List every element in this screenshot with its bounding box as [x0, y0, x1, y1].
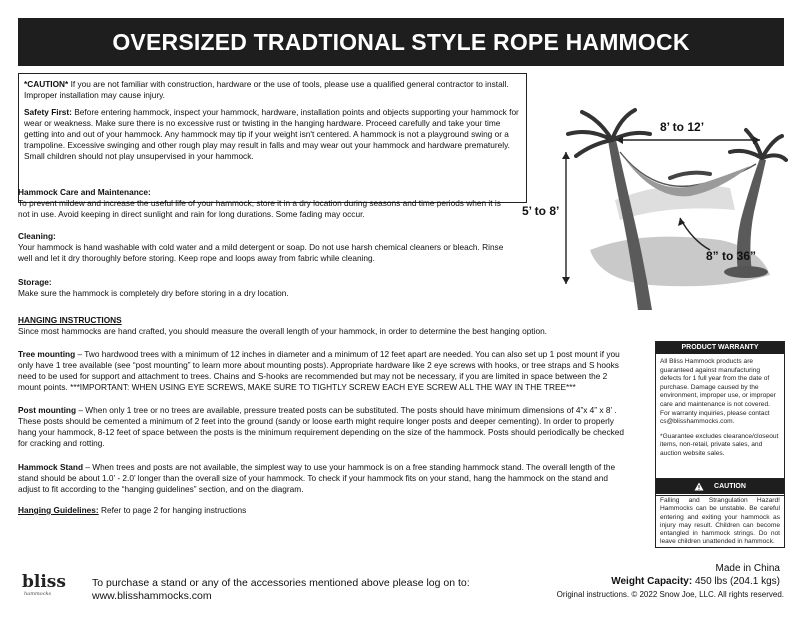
page-title-bar	[18, 18, 784, 66]
tree-text: – Two hardwood trees with a minimum of 12 inches in diameter and a minimum of 12 feet apart are needed. You can also set up 1 post mount if you only have 1 tree available (see “post mounting” to learn more about mounting posts). Appropriate hardware like 2 eye screws with hooks, or tree straps and S hooks need to be used for support and attachment to trees. Chains and S-hooks are recommended but may not be necessary, if you are limited in space between the 2 mount points. ***IMPORTANT: WHEN USING EYE SCREWS, MAKE SURE TO TIGHTLY SCREW EACH EYE SCREW ALL THE WAY IN THE TREE***	[18, 349, 620, 392]
caution-label: *CAUTION*	[24, 79, 69, 89]
caution-panel-heading: CAUTION	[714, 483, 746, 490]
right-tree-base	[724, 266, 768, 278]
weight-label: Weight Capacity:	[611, 576, 693, 587]
guidelines-label: Hanging Guidelines:	[18, 505, 99, 515]
person-in-hammock	[670, 173, 710, 178]
right-tree-fronds	[730, 130, 786, 160]
safety-text: Before entering hammock, inspect your hammock, hardware, installation points and objects supporting your hammock for wear or weakness. Make sure there is no excessive rust or twisting in the hanging hardware. Proceed carefully and take your time getting into and out of your hammock. Any hammock may tip if your weight isn't centered. A hammock is not a playground swing or a trampoline. Excessive swinging and other rough play may result in falls and may wear out your hammock and hardware prematurely. Small children should not play unsupervised in your hammock.	[24, 107, 519, 161]
caution-panel	[655, 478, 785, 548]
warranty-text: All Bliss Hammock products are guaranteed against manufacturing defects for 1 full year from the date of purchase. Damage caused by the environment, improper use, or improper care and maintenance is not covered. For warranty inquiries, please contact cs@blisshammocks.com.	[660, 358, 776, 426]
hanging-diagram	[520, 100, 788, 320]
hanging-text: Since most hammocks are hand crafted, you should measure the overall length of your hammock, in order to determine the best hanging option.	[18, 326, 547, 336]
post-text: – When only 1 tree or no trees are available, pressure treated posts can be substituted. The posts should have minimum dimensions of 4”x 4” x 8’ . These posts should be cemented a minimum of 2 feet into the ground (sandy or loose earth might require longer posts and deeper cementing). In order to properly hang your hammock, 8-12 feet of space between the posts is the minimum requirement depending on the size of the hammock. Posts should periodically be checked for cracking and rotting.	[18, 405, 625, 448]
bliss-logo	[22, 574, 72, 600]
caution-paragraph	[24, 79, 521, 101]
purchase-info	[92, 577, 470, 603]
website-url: www.blisshammocks.com	[92, 590, 212, 602]
caution-panel-header	[656, 479, 784, 494]
safety-label: Safety First:	[24, 107, 72, 117]
purchase-line: To purchase a stand or any of the accessories mentioned above please log on to:	[92, 577, 470, 589]
height-label: 5’ to 8’	[522, 204, 560, 218]
sag-label: 8” to 36”	[706, 249, 757, 263]
hanging-heading: HANGING INSTRUCTIONS	[18, 315, 122, 325]
caution-box	[18, 73, 527, 203]
tree-section	[18, 349, 628, 393]
weight-value: 450 lbs (204.1 kgs)	[692, 576, 780, 587]
safety-paragraph	[24, 107, 521, 162]
caution-panel-text: Falling and Strangulation Hazard! Hammocks can be unstable. Be careful entering and exiting your hammock as injury may result. Children can become entangled in hammock strings. Do not leave children unattended in hammock.	[660, 497, 780, 546]
span-label: 8’ to 12’	[660, 120, 705, 134]
product-warranty-box	[655, 341, 785, 496]
tree-label: Tree mounting	[18, 349, 76, 359]
stand-section	[18, 462, 628, 495]
logo-wordmark: bliss	[22, 572, 66, 592]
storage-heading: Storage:	[18, 277, 52, 287]
care-section	[18, 187, 508, 220]
warning-triangle-icon	[694, 482, 704, 491]
stand-text: – When trees and posts are not available, the simplest way to use your hammock is on a free standing hammock stand. The overall length of the stand should be about 1.0’ - 2.0’ longer than the overall size of your hammock. To check if your hammock fits on your stand, hang the hammock on the stand and adjust to fit according to the “hanging guidelines” section, and on the diagram.	[18, 462, 616, 494]
cleaning-heading: Cleaning:	[18, 231, 56, 241]
warranty-exclusions: *Guarantee excludes clearance/closeout items, non-retail, private sales, and auction website sales.	[660, 432, 779, 457]
cleaning-section	[18, 231, 508, 264]
warranty-heading: PRODUCT WARRANTY	[656, 342, 784, 354]
guidelines-section	[18, 505, 628, 516]
care-heading: Hammock Care and Maintenance:	[18, 187, 151, 197]
cleaning-text: Your hammock is hand washable with cold water and a mild detergent or soap. Do not use harsh chemical cleaners or bleach. Rinse well and let it dry thoroughly before storing. Keep rope and loops away from fabric while cleaning.	[18, 242, 504, 263]
hammock-rope	[620, 152, 756, 186]
guidelines-text: Refer to page 2 for hanging instructions	[98, 505, 247, 515]
warranty-body	[656, 354, 784, 469]
storage-text: Make sure the hammock is completely dry before storing in a dry location.	[18, 288, 289, 298]
storage-section	[18, 277, 508, 299]
post-section	[18, 405, 628, 449]
logo-subtext: hammocks	[24, 591, 52, 597]
hammock-bed	[624, 158, 750, 196]
copyright-line: Original instructions. © 2022 Snow Joe, LLC. All rights reserved.	[556, 590, 784, 599]
left-tree-fronds	[568, 110, 650, 156]
care-text: To prevent mildew and increase the useful life of your hammock, store it in a dry location during seasons and time periods when it is not in use. Avoid keeping in direct sunlight and rain for long durations. Some fading may occur.	[18, 198, 501, 219]
stand-label: Hammock Stand	[18, 462, 84, 472]
caution-text: If you are not familiar with construction, hardware or the use of tools, please use a qualified general contractor to install. Improper installation may cause injury.	[24, 79, 509, 100]
post-label: Post mounting	[18, 405, 77, 415]
made-in: Made in China	[715, 563, 780, 574]
weight-capacity	[611, 576, 780, 587]
page-title: OVERSIZED TRADTIONAL STYLE ROPE HAMMOCK	[112, 28, 690, 55]
